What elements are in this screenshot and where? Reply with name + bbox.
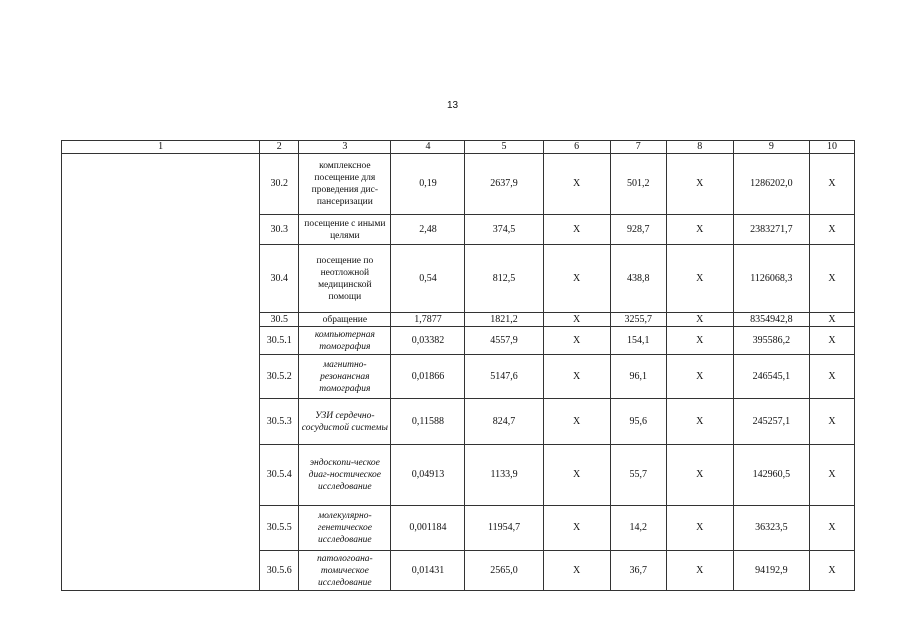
- row-name: молекулярно-генетическое исследование: [299, 506, 391, 551]
- col9-cell: 1126068,3: [733, 245, 809, 313]
- col4-cell: 1,7877: [391, 313, 465, 327]
- col7-cell: 438,8: [610, 245, 666, 313]
- empty-category-cell: [62, 154, 260, 591]
- col4-cell: 0,01431: [391, 551, 465, 591]
- col7-cell: 95,6: [610, 399, 666, 445]
- row-code: 30.5.1: [260, 327, 299, 355]
- col7-cell: 14,2: [610, 506, 666, 551]
- row-code: 30.5.3: [260, 399, 299, 445]
- col9-cell: 36323,5: [733, 506, 809, 551]
- col7-cell: 154,1: [610, 327, 666, 355]
- col4-cell: 0,19: [391, 154, 465, 215]
- col4-cell: 0,03382: [391, 327, 465, 355]
- column-header: 9: [733, 141, 809, 154]
- col7-cell: 55,7: [610, 445, 666, 506]
- col6-cell: Х: [543, 245, 610, 313]
- column-header: 4: [391, 141, 465, 154]
- col5-cell: 2565,0: [465, 551, 543, 591]
- col7-cell: 501,2: [610, 154, 666, 215]
- col4-cell: 0,01866: [391, 355, 465, 399]
- col8-cell: Х: [666, 551, 733, 591]
- col9-cell: 94192,9: [733, 551, 809, 591]
- col8-cell: Х: [666, 399, 733, 445]
- col5-cell: 11954,7: [465, 506, 543, 551]
- col5-cell: 824,7: [465, 399, 543, 445]
- col10-cell: Х: [809, 506, 854, 551]
- col4-cell: 2,48: [391, 215, 465, 245]
- col5-cell: 2637,9: [465, 154, 543, 215]
- row-name: посещение с иными целями: [299, 215, 391, 245]
- column-header: 8: [666, 141, 733, 154]
- row-name: комплексное посещение для проведения дис-пансеризации: [299, 154, 391, 215]
- col9-cell: 2383271,7: [733, 215, 809, 245]
- col4-cell: 0,54: [391, 245, 465, 313]
- col9-cell: 1286202,0: [733, 154, 809, 215]
- col9-cell: 8354942,8: [733, 313, 809, 327]
- col6-cell: Х: [543, 215, 610, 245]
- page-number: 13: [446, 100, 459, 111]
- col6-cell: Х: [543, 445, 610, 506]
- data-table: [61, 140, 855, 591]
- col6-cell: Х: [543, 355, 610, 399]
- col10-cell: Х: [809, 327, 854, 355]
- col8-cell: Х: [666, 327, 733, 355]
- row-code: 30.5: [260, 313, 299, 327]
- col8-cell: Х: [666, 215, 733, 245]
- row-code: 30.5.6: [260, 551, 299, 591]
- col9-cell: 246545,1: [733, 355, 809, 399]
- row-code: 30.5.2: [260, 355, 299, 399]
- col10-cell: Х: [809, 399, 854, 445]
- col10-cell: Х: [809, 445, 854, 506]
- col8-cell: Х: [666, 445, 733, 506]
- col6-cell: Х: [543, 551, 610, 591]
- row-name: обращение: [299, 313, 391, 327]
- col6-cell: Х: [543, 506, 610, 551]
- column-header: 6: [543, 141, 610, 154]
- col8-cell: Х: [666, 313, 733, 327]
- table-row: [62, 154, 855, 215]
- col6-cell: Х: [543, 327, 610, 355]
- row-name: посещение по неотложной медицинской помощи: [299, 245, 391, 313]
- col9-cell: 245257,1: [733, 399, 809, 445]
- col9-cell: 142960,5: [733, 445, 809, 506]
- col7-cell: 3255,7: [610, 313, 666, 327]
- col7-cell: 928,7: [610, 215, 666, 245]
- col6-cell: Х: [543, 154, 610, 215]
- col4-cell: 0,001184: [391, 506, 465, 551]
- column-header: 5: [465, 141, 543, 154]
- col5-cell: 374,5: [465, 215, 543, 245]
- row-name: компьютерная томография: [299, 327, 391, 355]
- column-header: 7: [610, 141, 666, 154]
- col10-cell: Х: [809, 215, 854, 245]
- row-code: 30.5.4: [260, 445, 299, 506]
- col7-cell: 96,1: [610, 355, 666, 399]
- col8-cell: Х: [666, 506, 733, 551]
- column-header: 1: [62, 141, 260, 154]
- col5-cell: 1821,2: [465, 313, 543, 327]
- col5-cell: 1133,9: [465, 445, 543, 506]
- col4-cell: 0,11588: [391, 399, 465, 445]
- col8-cell: Х: [666, 245, 733, 313]
- header-row: [62, 141, 855, 154]
- column-header: 3: [299, 141, 391, 154]
- row-code: 30.3: [260, 215, 299, 245]
- col10-cell: Х: [809, 154, 854, 215]
- row-code: 30.5.5: [260, 506, 299, 551]
- col5-cell: 5147,6: [465, 355, 543, 399]
- col8-cell: Х: [666, 355, 733, 399]
- col10-cell: Х: [809, 313, 854, 327]
- col6-cell: Х: [543, 313, 610, 327]
- row-code: 30.4: [260, 245, 299, 313]
- column-header: 10: [809, 141, 854, 154]
- row-name: патологоана-томическое исследование: [299, 551, 391, 591]
- col6-cell: Х: [543, 399, 610, 445]
- row-name: эндоскопи-ческое диаг-ностическое исследование: [299, 445, 391, 506]
- col4-cell: 0,04913: [391, 445, 465, 506]
- column-header: 2: [260, 141, 299, 154]
- col9-cell: 395586,2: [733, 327, 809, 355]
- col10-cell: Х: [809, 551, 854, 591]
- row-name: магнитно-резонансная томография: [299, 355, 391, 399]
- row-code: 30.2: [260, 154, 299, 215]
- col8-cell: Х: [666, 154, 733, 215]
- col5-cell: 812,5: [465, 245, 543, 313]
- col10-cell: Х: [809, 355, 854, 399]
- col5-cell: 4557,9: [465, 327, 543, 355]
- row-name: УЗИ сердечно-сосудистой системы: [299, 399, 391, 445]
- col7-cell: 36,7: [610, 551, 666, 591]
- col10-cell: Х: [809, 245, 854, 313]
